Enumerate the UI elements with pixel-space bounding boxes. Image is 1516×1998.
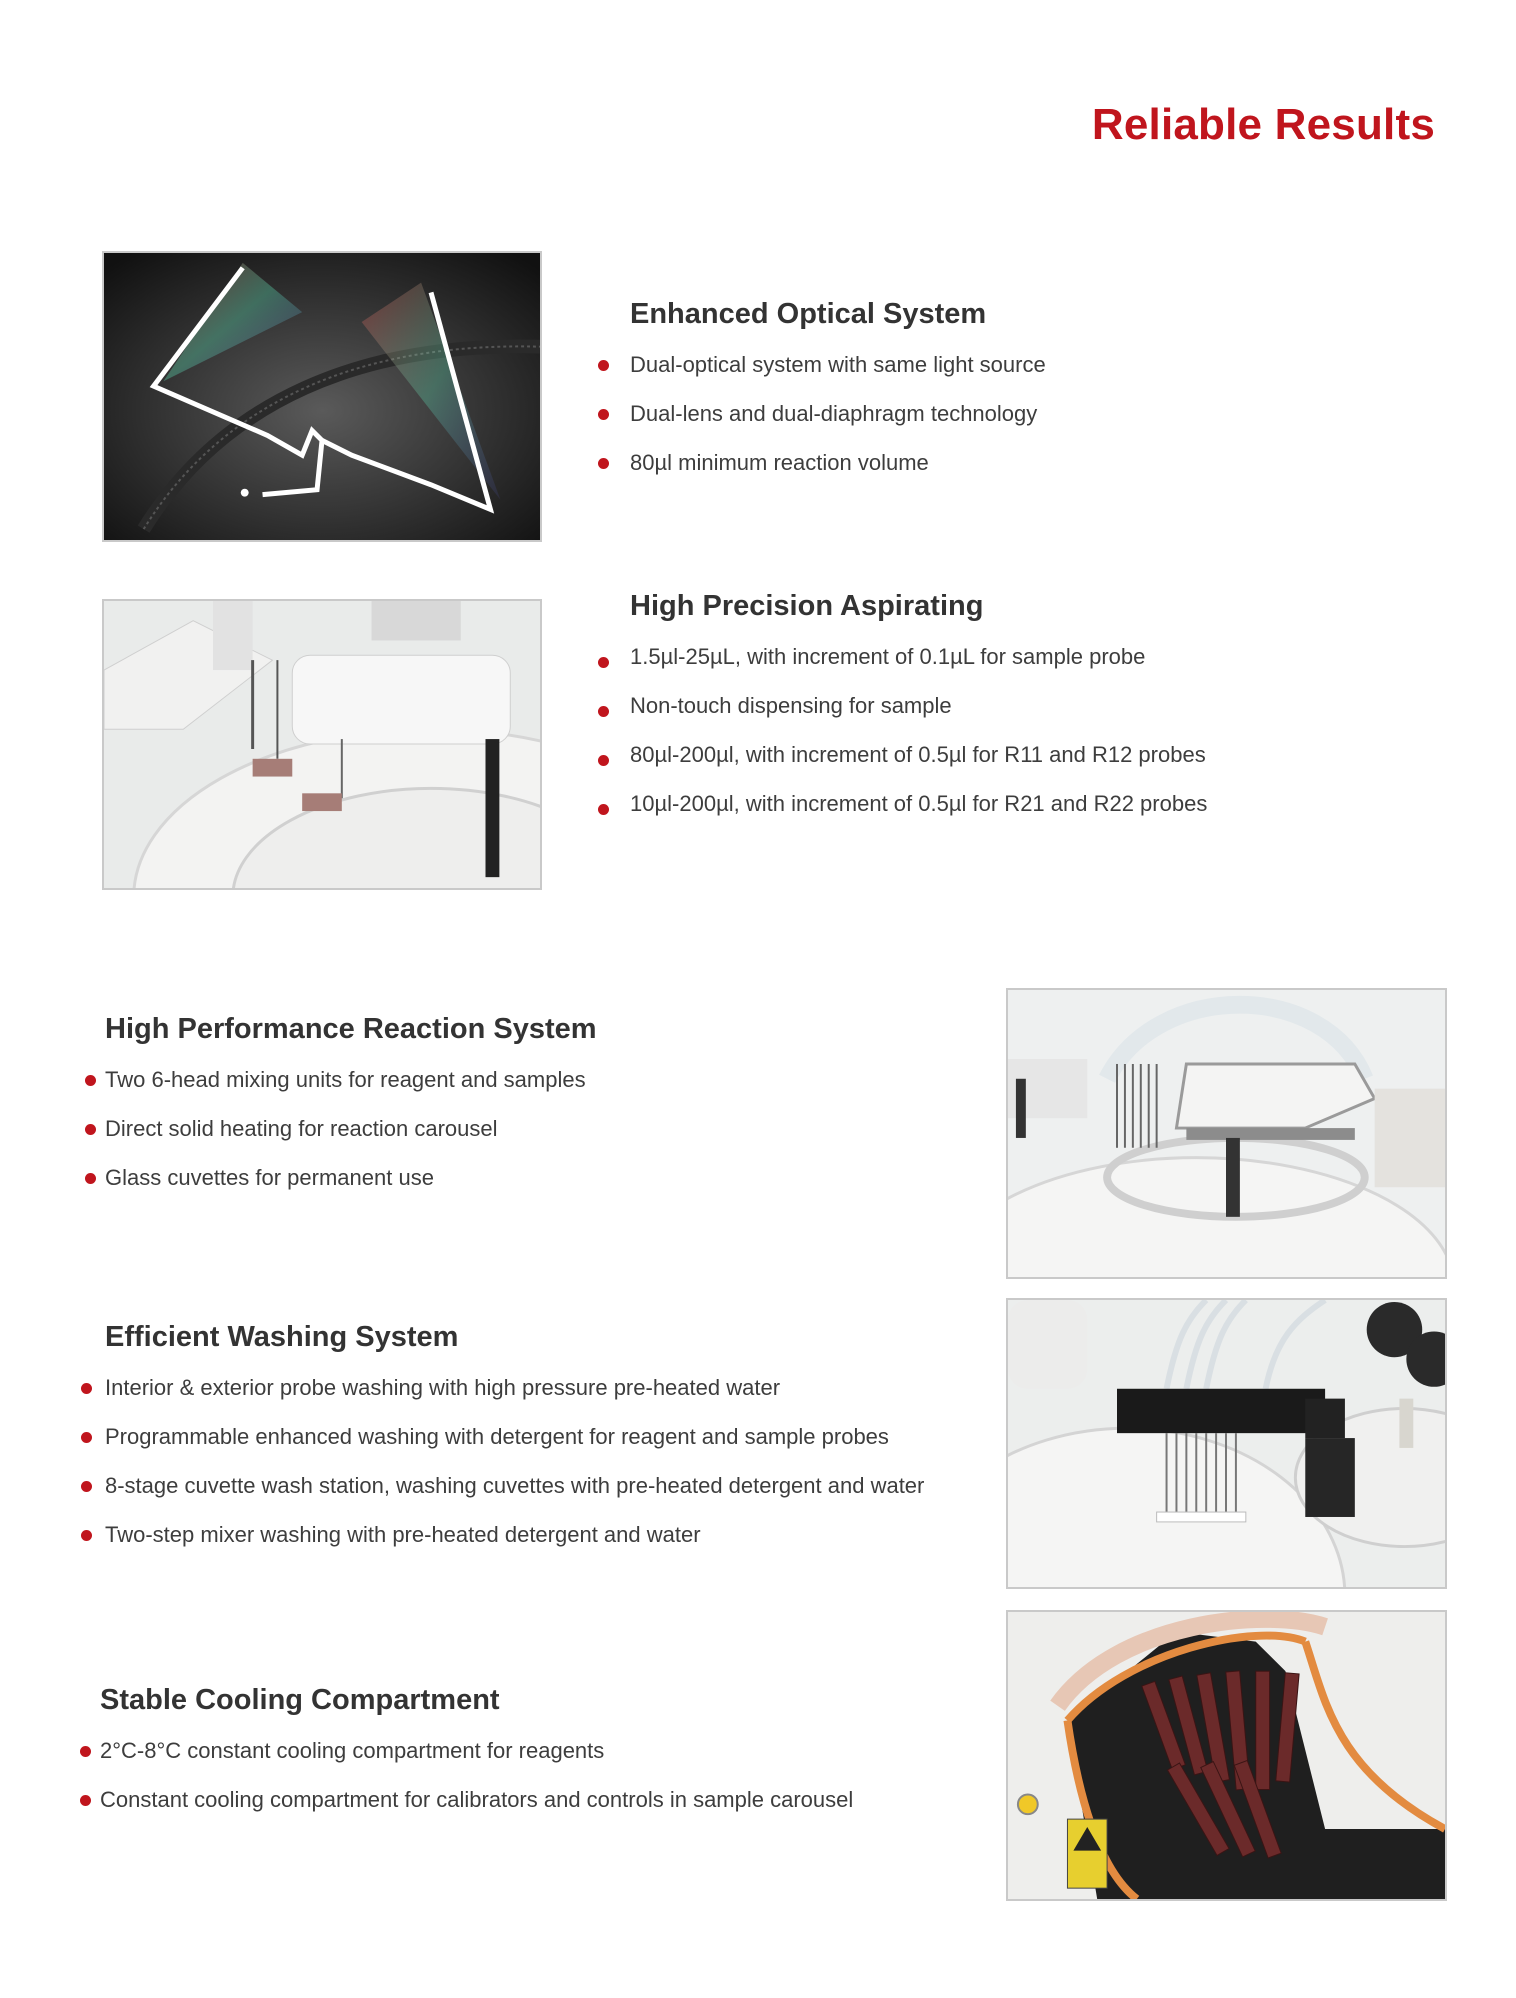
bullet-text: 10µl-200µl, with increment of 0.5µl for R21 and R22 probes (630, 791, 1208, 816)
bullet-dot-icon (80, 1795, 91, 1806)
section-optical-system (630, 298, 1046, 498)
bullet-dot-icon (81, 1481, 92, 1492)
bullet-item (630, 351, 1046, 379)
bullet-dot-icon (598, 755, 609, 766)
bullet-text: Constant cooling compartment for calibrators and controls in sample carousel (100, 1787, 854, 1812)
bullet-text: 2°C-8°C constant cooling compartment for reagents (100, 1738, 605, 1763)
bullet-text: Non-touch dispensing for sample (630, 693, 952, 718)
aspirating-photo (102, 599, 542, 890)
bullet-dot-icon (85, 1075, 96, 1086)
bullet-item (630, 692, 1207, 720)
bullet-text: 80µl-200µl, with increment of 0.5µl for R11 and R12 probes (630, 742, 1206, 767)
bullet-text: Direct solid heating for reaction carousel (105, 1116, 498, 1141)
bullet-item (630, 643, 1207, 671)
bullet-dot-icon (85, 1173, 96, 1184)
washing-station-image (1008, 1300, 1445, 1587)
bullet-text: Two-step mixer washing with pre-heated detergent and water (105, 1522, 701, 1547)
bullet-dot-icon (81, 1530, 92, 1541)
cooling-compartment-image (1008, 1612, 1445, 1899)
section-title: High Performance Reaction System (105, 1013, 597, 1045)
bullet-item (630, 400, 1046, 428)
bullet-text: Glass cuvettes for permanent use (105, 1165, 434, 1190)
bullet-dot-icon (81, 1432, 92, 1443)
bullet-text: 1.5µl-25µL, with increment of 0.1µL for sample probe (630, 644, 1146, 669)
bullet-item (105, 1164, 597, 1192)
page-title: Reliable Results (1091, 100, 1435, 149)
section-title: Efficient Washing System (105, 1321, 459, 1353)
washing-system-photo (1006, 1298, 1447, 1589)
reaction-system-photo (1006, 988, 1447, 1279)
bullet-text: Dual-lens and dual-diaphragm technology (630, 401, 1038, 426)
bullet-item (105, 1374, 924, 1402)
bullet-dot-icon (598, 360, 609, 371)
section-aspirating (630, 590, 1207, 839)
cooling-compartment-photo (1006, 1610, 1447, 1901)
bullet-item (105, 1521, 924, 1549)
bullet-item (105, 1423, 924, 1451)
section-title: Enhanced Optical System (630, 298, 987, 330)
bullet-item (630, 790, 1207, 818)
bullet-dot-icon (598, 409, 609, 420)
bullet-item (105, 1115, 597, 1143)
bullet-item (105, 1472, 924, 1500)
bullet-text: Dual-optical system with same light source (630, 352, 1046, 377)
bullet-text: Programmable enhanced washing with detergent for reagent and sample probes (105, 1424, 889, 1449)
bullet-text: Two 6-head mixing units for reagent and samples (105, 1067, 586, 1092)
bullet-dot-icon (81, 1383, 92, 1394)
bullet-dot-icon (598, 706, 609, 717)
bullet-dot-icon (80, 1746, 91, 1757)
bullet-item (100, 1786, 853, 1814)
light-path-image (104, 253, 540, 540)
bullet-item (105, 1066, 597, 1094)
bullet-item (100, 1737, 853, 1765)
bullet-item (630, 741, 1207, 769)
bullet-dot-icon (598, 657, 609, 668)
mixing-unit-image (1008, 990, 1445, 1277)
bullet-text: Interior & exterior probe washing with high pressure pre-heated water (105, 1375, 781, 1400)
bullet-dot-icon (85, 1124, 96, 1135)
section-title: Stable Cooling Compartment (100, 1684, 500, 1716)
section-cooling-compartment (100, 1684, 853, 1835)
bullet-item (630, 449, 1046, 477)
bullet-dot-icon (598, 804, 609, 815)
section-title: High Precision Aspirating (630, 590, 984, 622)
section-washing-system (105, 1321, 924, 1570)
section-reaction-system (105, 1013, 597, 1213)
bullet-text: 80µl minimum reaction volume (630, 450, 929, 475)
aspirating-probes-image (104, 601, 540, 888)
bullet-text: 8-stage cuvette wash station, washing cuvettes with pre-heated detergent and water (105, 1473, 925, 1498)
optical-system-photo (102, 251, 542, 542)
bullet-dot-icon (598, 458, 609, 469)
